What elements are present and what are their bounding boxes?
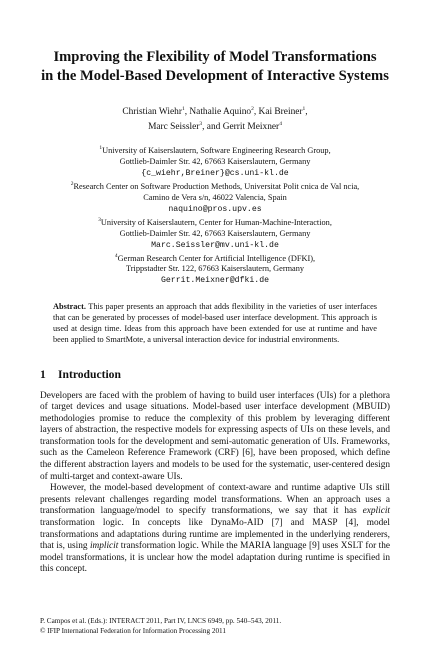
title-line-1: Improving the Flexibility of Model Transformations [53, 49, 377, 65]
affiliation-line: University of Kaiserslautern, Software Engineering Research Group, [102, 146, 331, 156]
affiliation-line: University of Kaiserslautern, Center for Human-Machine-Interaction, [100, 217, 332, 227]
abstract-label: Abstract. [53, 302, 86, 312]
affiliation [40, 143, 390, 179]
paragraph-text: transformation logic. In concepts like DynaMo-AID [7] and MASP [4], model transformations and adaptations during runtime are implemented in the underlying renderers, that is, using [40, 518, 390, 552]
author-separator: , [253, 107, 259, 118]
emphasis-text: explicit [362, 506, 390, 517]
author-affil-marker: 1 [302, 106, 306, 112]
paper-page [40, 48, 390, 576]
section-title: Introduction [58, 367, 121, 381]
author-name: Marc Seissler [148, 122, 200, 133]
paragraph-text: transformation logic. While the MARIA language [9] uses XSLT for the model transformations, it is unclear how the model adaptation during runtime is specified in this concept. [40, 541, 391, 575]
affiliation-address: Trippstadter Str. 122, 67663 Kaiserslautern, Germany [125, 264, 305, 274]
affiliation-line: Research Center on Software Production Methods, Universitat Polit cnica de Val ncia, [73, 181, 360, 191]
affiliation-line: German Research Center for Artificial Intelligence (DFKI), [117, 253, 316, 263]
citation-line: P. Campos et al. (Eds.): INTERACT 2011, Part IV, LNCS 6949, pp. 540–543, 2011. [40, 617, 282, 625]
affiliation-number: 3 [98, 216, 101, 223]
abstract [53, 302, 377, 345]
section-heading [40, 368, 390, 381]
affiliations [40, 143, 390, 286]
affiliation [40, 215, 390, 251]
body-paragraph [40, 483, 390, 576]
affiliation-email[interactable]: naquino@pros.upv.es [168, 204, 262, 214]
affiliation-address: Gottlieb-Daimler Str. 42, 67663 Kaiserslautern, Germany [119, 228, 311, 238]
copyright-line: © IFIP International Federation for Information Processing 2011 [40, 626, 226, 635]
author-affil-marker: 3 [199, 121, 203, 128]
affiliation-address: Camino de Vera s/n, 46022 Valencia, Spain [143, 192, 287, 202]
affiliation [40, 251, 390, 287]
title-line-2: in the Model-Based Development of Interactive Systems [41, 67, 389, 84]
affiliation-email[interactable]: Marc.Seissler@mv.uni-kl.de [151, 240, 279, 250]
affiliation-email[interactable]: {c_wiehr,Breiner}@cs.uni-kl.de [141, 169, 289, 179]
author-name: Gerrit Meixner [222, 122, 280, 133]
author-name: Kai Breiner [258, 107, 303, 118]
abstract-text: This paper presents an approach that adds flexibility in the varieties of user interfaces that can be generated by processes of model-based user interface development. This approach is used at design time. Ideas from this approach have been extended for use at runtime and have been applied to SmartMote, a universal interaction device for industrial environments. [53, 302, 377, 344]
author-separator: , and [202, 122, 223, 133]
body-paragraph: Developers are faced with the problem of having to build user interfaces (UIs) for a plethora of target devices and usage situations. Model-based user interface development (MBUID) methodologies promise to reduce the complexity of this problem by leveraging different layers of abstraction, the respective models for expressing aspects of UIs on these levels, and transformation tools for the development and semi-automatic generation of UIs. Frameworks, such as the Cameleon Reference Framework (CRF) [6], have been proposed, which define the different abstraction layers and models to be used for the systematic, user-centered design of multi-target and context-aware UIs. [40, 390, 390, 482]
author-list: Christian Wiehr$^1$, Nathalie Aquino$^2$, Kai Breiner$^1$, Marc Seissler$^3$, and Gerrit Meixner$^4$ [122, 106, 308, 133]
author-affil-marker: 4 [279, 121, 282, 128]
author-affil-marker: 2 [251, 106, 254, 112]
affiliation-number: 1 [99, 145, 103, 152]
affiliation-number: 4 [114, 252, 118, 259]
author-name: Christian Wiehr [122, 107, 182, 118]
affiliation-address: Gottlieb-Daimler Str. 42, 67663 Kaiserslautern, Germany [119, 157, 311, 167]
emphasis-text: implicit [89, 541, 119, 552]
paper-title [40, 48, 390, 85]
author-separator: , [184, 107, 190, 118]
affiliation-number: 2 [70, 181, 74, 188]
section-number: 1 [40, 367, 46, 381]
affiliation [40, 179, 390, 215]
page-footer [40, 617, 390, 636]
author-name: Nathalie Aquino [189, 107, 252, 118]
paragraph-text: However, the model-based development of context-aware and runtime adaptive UIs still presents relevant challenges regarding model transformations. When an approach uses a transformation language/model to specify transformations, we say that it has [40, 483, 390, 517]
author-affil-marker: 1 [181, 106, 185, 112]
affiliation-email[interactable]: Gerrit.Meixner@dfki.de [160, 276, 270, 286]
